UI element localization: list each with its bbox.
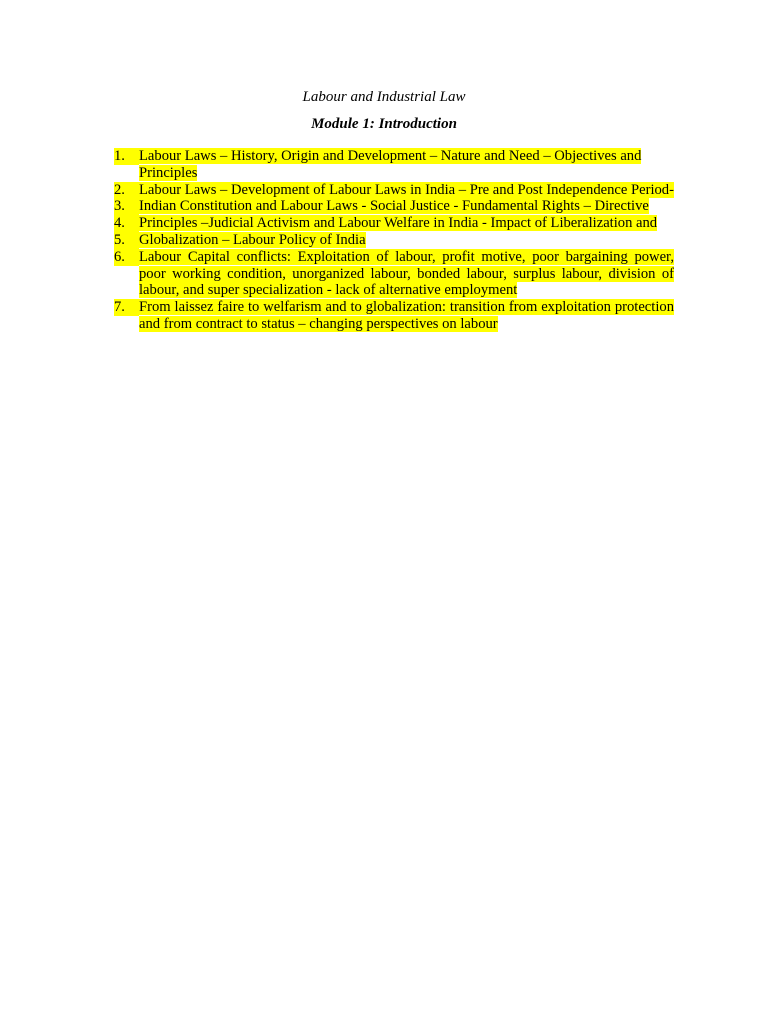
list-item [114,232,674,249]
list-item-number: 5. [114,232,139,249]
list-item-text: Globalization – Labour Policy of India [139,231,366,248]
module-heading: Module 1: Introduction [311,116,457,132]
list-item-number: 1. [114,148,139,165]
list-item-number: 7. [114,299,139,316]
list-item-text: Labour Laws – History, Origin and Development – Nature and Need – Objectives and Principles [139,148,642,181]
list-item [114,198,674,215]
list-item-text: From laissez faire to welfarism and to globalization: transition from exploitation protection and from contract to status – changing perspectives on labour [139,299,674,332]
list-item [114,182,674,199]
list-item-text: Labour Capital conflicts: Exploitation of labour, profit motive, poor bargaining power, poor working condition, unorganized labour, bonded labour, surplus labour, division of labour, and super specialization - lack of alternative employment [139,248,674,299]
list-item [114,299,674,333]
list-item-number: 4. [114,215,139,232]
list-item [114,215,674,232]
list-item-text: Indian Constitution and Labour Laws - Social Justice - Fundamental Rights – Directive [139,198,649,215]
list-item-number: 3. [114,198,139,215]
list-item [114,249,674,299]
topic-list [114,148,674,333]
list-item [114,148,674,182]
document-title: Labour and Industrial Law [302,89,466,105]
list-item-number: 6. [114,249,139,266]
list-item-text: Labour Laws – Development of Labour Laws in India – Pre and Post Independence Period- [139,181,674,198]
list-item-number: 2. [114,182,139,199]
list-item-text: Principles –Judicial Activism and Labour Welfare in India - Impact of Liberalization and [139,215,658,232]
